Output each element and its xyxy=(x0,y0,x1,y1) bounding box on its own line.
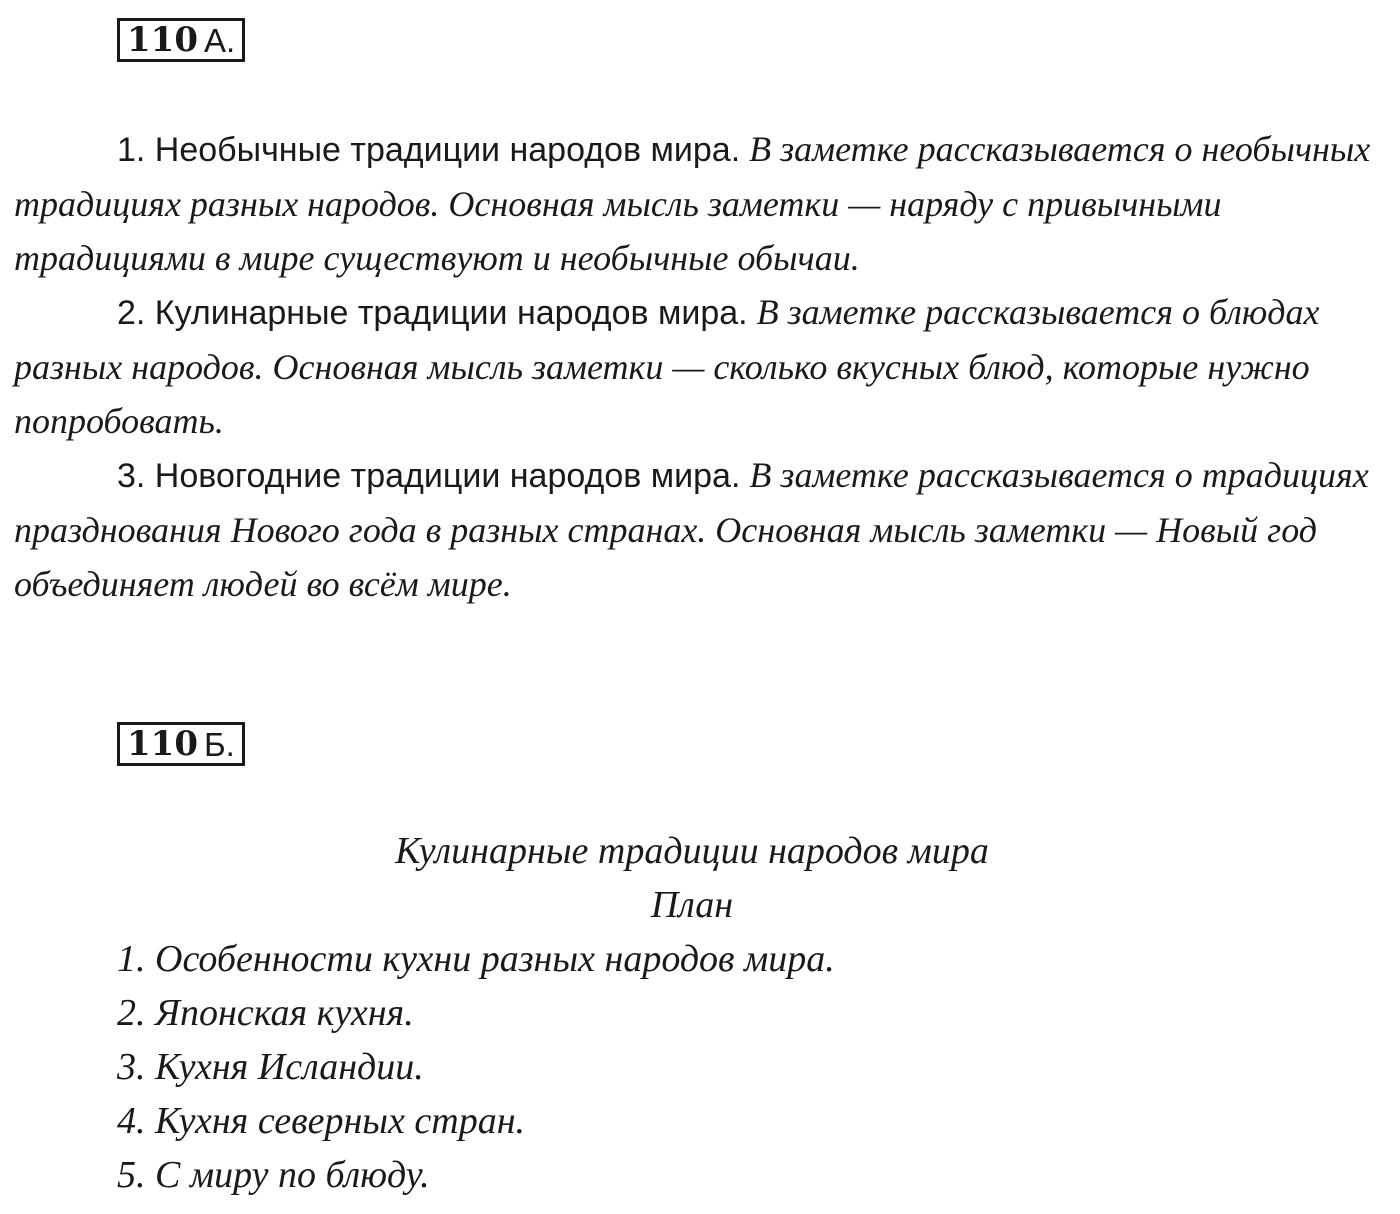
plan-item: 3. Кухня Исландии. xyxy=(117,1046,424,1088)
plan-item: 4. Кухня северных стран. xyxy=(117,1100,526,1142)
task-number: 110 xyxy=(127,20,198,60)
answer-description: В заметке рассказывается о необычных традициях разных народов. Основная мысль заметки — наряду с привычными традициями в мире существуют и необычные обычаи. xyxy=(14,129,1371,278)
task-letter: А. xyxy=(203,21,236,59)
task-a-answers xyxy=(14,122,1374,611)
answer-paragraph-2 xyxy=(14,285,1374,448)
answer-title: 2. Кулинарные традиции народов мира. xyxy=(117,294,748,332)
task-label-110b xyxy=(117,722,245,766)
plan-list xyxy=(0,932,1400,1202)
task-label-110a xyxy=(117,18,245,62)
answer-description: В заметке рассказывается о традициях празднования Нового года в разных странах. Основная мысль заметки — Новый год объединяет людей во всём мире. xyxy=(14,455,1369,604)
task-b-plan xyxy=(0,824,1400,1202)
answer-title: 1. Необычные традиции народов мира. xyxy=(117,131,741,169)
answer-description: В заметке рассказывается о блюдах разных народов. Основная мысль заметки — сколько вкусных блюд, которые нужно попробовать. xyxy=(14,292,1320,441)
task-number: 110 xyxy=(127,724,198,764)
plan-subtitle: План xyxy=(650,884,734,926)
answer-paragraph-3 xyxy=(14,448,1374,611)
answer-paragraph-1 xyxy=(14,122,1374,285)
plan-title: Кулинарные традиции народов мира xyxy=(395,830,989,872)
plan-item: 2. Японская кухня. xyxy=(117,992,414,1034)
plan-item: 5. С миру по блюду. xyxy=(117,1154,430,1196)
task-letter: Б. xyxy=(203,725,235,763)
answer-title: 3. Новогодние традиции народов мира. xyxy=(117,457,741,495)
plan-item: 1. Особенности кухни разных народов мира. xyxy=(117,938,835,980)
